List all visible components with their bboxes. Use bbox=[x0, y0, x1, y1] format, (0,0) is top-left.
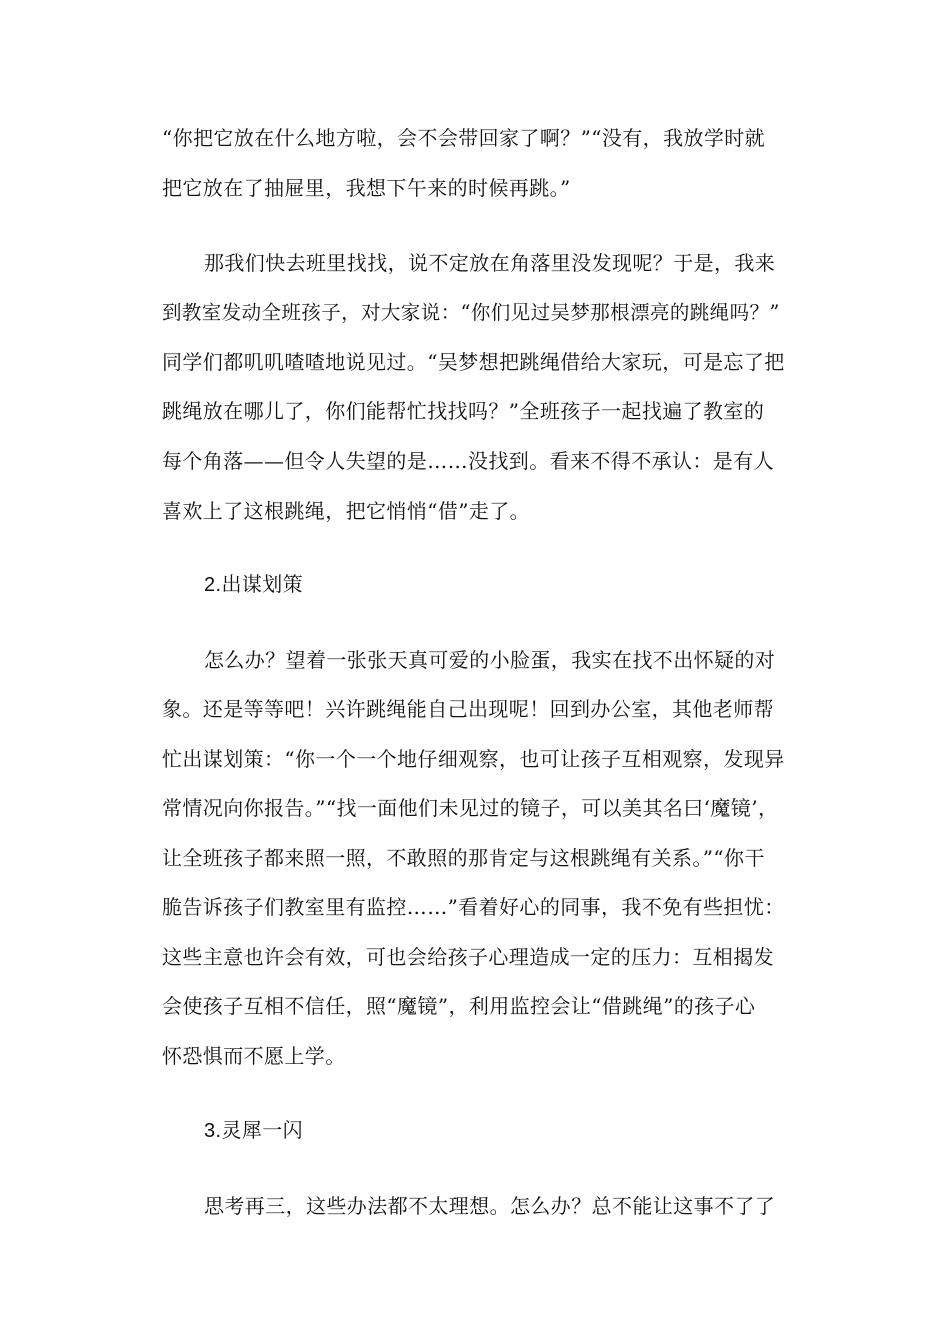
section-heading-2: 2.出谋划策 bbox=[204, 574, 304, 596]
paragraph-3-line-6: 脆告诉孩子们教室里有监控……”看着好心的同事，我不免有些担忧： bbox=[162, 895, 785, 919]
paragraph-2-line-2: 到教室发动全班孩子，对大家说：“你们见过吴梦那根漂亮的跳绳吗？” bbox=[162, 301, 780, 324]
paragraph-2-line-5: 每个角落——但令人失望的是……没找到。看来不得不承认：是有人 bbox=[162, 449, 774, 473]
paragraph-2-line-4: 跳绳放在哪儿了，你们能帮忙找找吗？”全班孩子一起找遍了教室的 bbox=[162, 399, 765, 423]
paragraph-3-line-1: 怎么办？望着一张张天真可爱的小脸蛋，我实在找不出怀疑的对 bbox=[204, 648, 776, 672]
paragraph-3-line-8: 会使孩子互相不信任，照“魔镜”，利用监控会让“借跳绳”的孩子心 bbox=[162, 994, 756, 1018]
paragraph-3-line-5: 让全班孩子都来照一照，不敢照的那肯定与这根跳绳有关系。”“你干 bbox=[162, 846, 765, 870]
paragraph-3-line-7: 这些主意也许会有效，可也会给孩子心理造成一定的压力：互相揭发 bbox=[162, 945, 774, 969]
paragraph-1-line-2: 把它放在了抽屉里，我想下午来的时候再跳。” bbox=[162, 176, 571, 200]
section-heading-3: 3.灵犀一闪 bbox=[204, 1120, 304, 1142]
paragraph-2-line-1: 那我们快去班里找找，说不定放在角落里没发现呢？于是，我来 bbox=[204, 251, 776, 275]
paragraph-3-line-4: 常情况向你报告。”“找一面他们未见过的镜子，可以美其名曰‘魔镜’， bbox=[162, 796, 779, 820]
paragraph-2-line-6: 喜欢上了这根跳绳，把它悄悄“借”走了。 bbox=[162, 499, 531, 523]
paragraph-3-line-9: 怀恐惧而不愿上学。 bbox=[162, 1044, 346, 1068]
paragraph-4-line-1: 思考再三，这些办法都不太理想。怎么办？总不能让这事不了了 bbox=[204, 1194, 776, 1218]
paragraph-3-line-2: 象。还是等等吧！兴许跳绳能自己出现呢！回到办公室，其他老师帮 bbox=[162, 697, 774, 721]
paragraph-2-line-3: 同学们都叽叽喳喳地说见过。“吴梦想把跳绳借给大家玩，可是忘了把 bbox=[162, 350, 785, 374]
paragraph-1-line-1: “你把它放在什么地方啦，会不会带回家了啊？”“没有，我放学时就 bbox=[162, 126, 766, 150]
paragraph-3-line-3: 忙出谋划策：“你一个一个地仔细观察，也可让孩子互相观察，发现异 bbox=[162, 747, 785, 771]
